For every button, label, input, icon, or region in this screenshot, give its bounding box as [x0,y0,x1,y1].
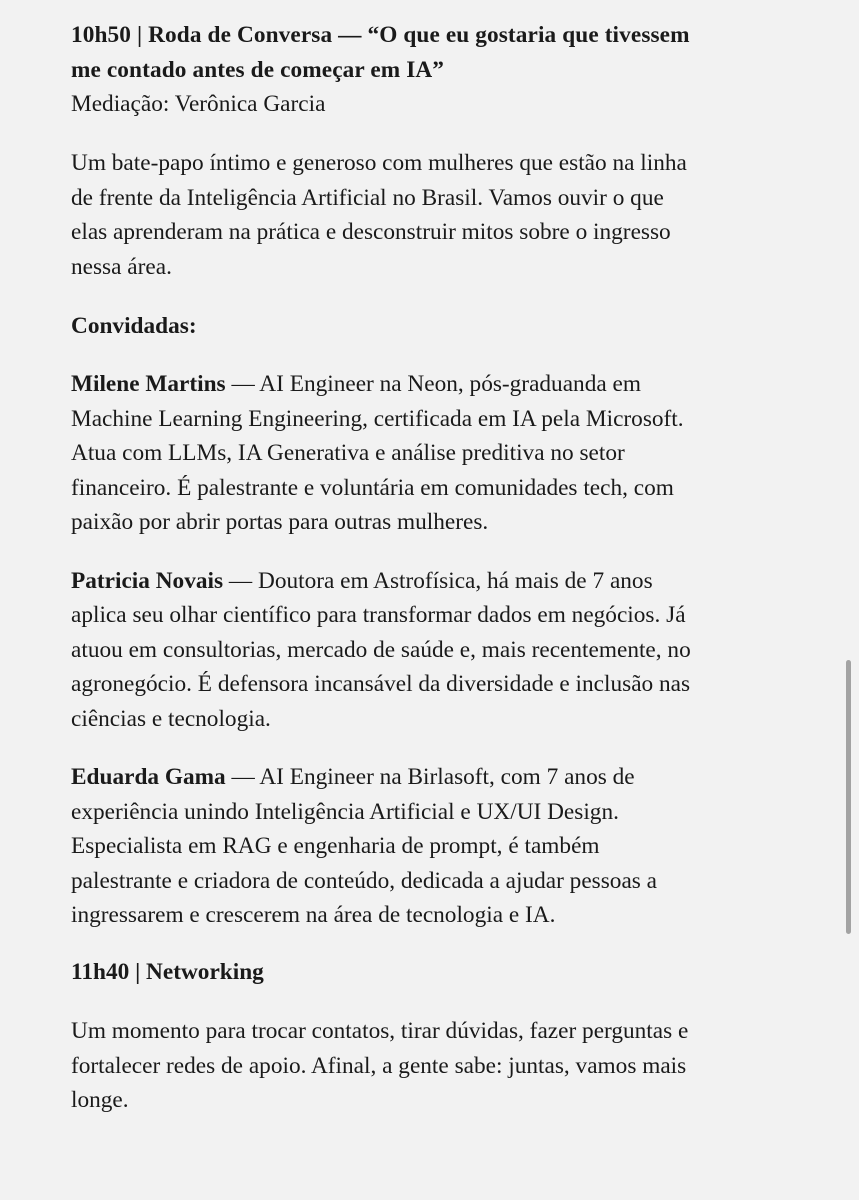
session-1-title-line-2: me contado antes de começar em IA” [71,56,445,83]
guest-bio-line: financeiro. É palestrante e voluntária em comunidades tech, com [71,474,674,501]
guest-bio-line: palestrante e criadora de conteúdo, dedicada a ajudar pessoas a [71,867,658,894]
guest-intro: — AI Engineer na Neon, pós-graduanda em [225,371,641,397]
guest-first-line [71,760,801,795]
guest-bio-line: aplica seu olhar científico para transformar dados em negócios. Já [71,602,686,628]
session-1-description [71,146,801,284]
description-line: fortalecer redes de apoio. Afinal, a gente sabe: juntas, vamos mais [71,1052,687,1079]
guest-bio-line: Especialista em RAG e engenharia de prompt, é também [71,833,600,859]
description-line: longe. [71,1087,129,1113]
guest-bio-line: ciências e tecnologia. [71,705,271,732]
guest-name: Patricia Novais [71,567,224,594]
session-1-title-line-1: 10h50 | Roda de Conversa — “O que eu gostaria que tivessem [71,22,690,48]
guest-paragraph-eduarda [71,760,801,933]
guest-intro: — AI Engineer na Birlasoft, com 7 anos de [225,764,635,790]
guests-heading: Convidadas: [71,312,197,339]
description-line: Um momento para trocar contatos, tirar dúvidas, fazer perguntas e [71,1018,689,1044]
description-line: elas aprenderam na prática e desconstruir mitos sobre o ingresso [71,219,671,245]
guest-bio-line: agronegócio. É defensora incansável da diversidade e inclusão nas [71,671,691,697]
guest-bio-line: ingressarem e crescerem na área de tecnologia e IA. [71,902,556,928]
guest-bio-line: Machine Learning Engineering, certificada em IA pela Microsoft. [71,405,684,432]
document-body [71,18,801,1118]
session-1-mediation: Mediação: Verônica Garcia [71,91,326,117]
description-line: nessa área. [71,253,172,280]
guest-first-line [71,564,801,599]
guest-paragraph-milene [71,367,801,540]
guest-bio-line: Atua com LLMs, IA Generativa e análise preditiva no setor [71,440,625,466]
guest-first-line [71,367,801,402]
guest-name: Milene Martins [71,371,226,397]
guest-name: Eduarda Gama [71,764,226,790]
guest-bio-line: paixão por abrir portas para outras mulheres. [71,509,489,535]
description-line: Um bate-papo íntimo e generoso com mulheres que estão na linha [71,150,687,176]
description-line: de frente da Inteligência Artificial no Brasil. Vamos ouvir o que [71,184,664,211]
guest-bio-line: experiência unindo Inteligência Artificial e UX/UI Design. [71,798,619,825]
guest-paragraph-patricia [71,564,801,737]
vertical-scrollbar-thumb[interactable] [846,660,851,934]
guest-intro: — Doutora em Astrofísica, há mais de 7 anos [223,567,653,594]
guest-bio-line: atuou em consultorias, mercado de saúde e, mais recentemente, no [71,636,691,663]
session-2-title: 11h40 | Networking [71,959,264,985]
session-2-description [71,1014,801,1118]
